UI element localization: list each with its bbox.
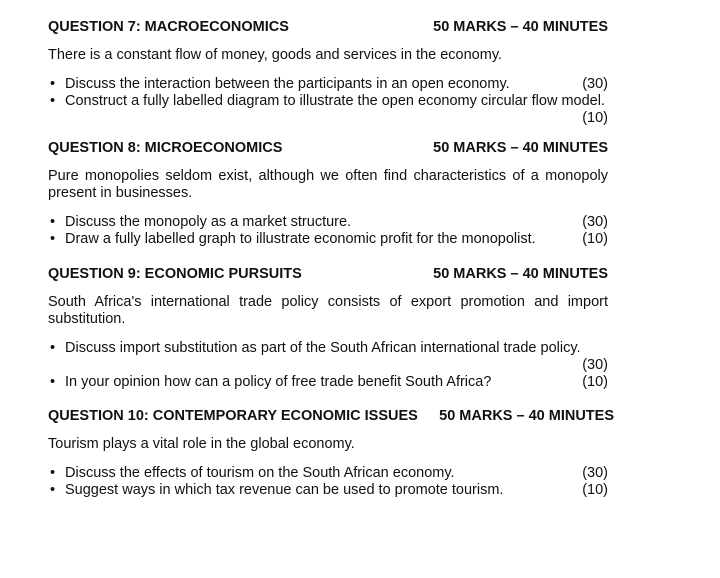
marks-time: 50 MARKS – 40 MINUTES — [433, 266, 608, 282]
marks-time: 50 MARKS – 40 MINUTES — [439, 408, 614, 424]
task-text: Discuss the interaction between the participants in an open economy. — [65, 76, 510, 92]
task-item — [48, 374, 608, 391]
bullet-icon: • — [50, 482, 56, 498]
marks-time: 50 MARKS – 40 MINUTES — [433, 140, 608, 156]
question-intro: South Africa's international trade policy consists of export promotion and import substitution. — [48, 294, 608, 327]
question-7 — [48, 18, 608, 127]
task-text: Draw a fully labelled graph to illustrate economic profit for the monopolist. — [65, 231, 536, 247]
task-item — [48, 214, 608, 231]
bullet-icon: • — [50, 214, 56, 230]
question-header — [48, 139, 608, 157]
bullet-icon: • — [50, 231, 56, 247]
bullet-icon: • — [50, 76, 56, 92]
bullet-icon: • — [50, 465, 56, 481]
task-list — [48, 465, 608, 499]
bullet-icon: • — [50, 93, 56, 109]
question-intro: Tourism plays a vital role in the global economy. — [48, 436, 355, 452]
task-text: Discuss the monopoly as a market structure. — [65, 214, 352, 230]
task-text: Discuss import substitution as part of the South African international trade policy. — [65, 340, 581, 356]
task-mark: (30) — [582, 214, 608, 230]
question-10 — [48, 407, 614, 499]
task-mark: (10) — [582, 374, 608, 390]
question-header — [48, 265, 608, 283]
exam-page — [48, 18, 614, 499]
task-item — [48, 93, 608, 127]
task-item — [48, 465, 608, 482]
question-title: QUESTION 8: MICROECONOMICS — [48, 140, 283, 156]
task-list — [48, 76, 608, 127]
task-mark: (10) — [582, 482, 608, 498]
task-mark: (30) — [582, 76, 608, 92]
task-text: Discuss the effects of tourism on the South African economy. — [65, 465, 455, 481]
question-8 — [48, 139, 608, 248]
task-mark: (10) — [582, 110, 608, 126]
bullet-icon: • — [50, 340, 56, 356]
task-mark: (10) — [582, 231, 608, 247]
task-list — [48, 214, 608, 248]
task-text: In your opinion how can a policy of free trade benefit South Africa? — [65, 374, 492, 390]
marks-time: 50 MARKS – 40 MINUTES — [433, 19, 608, 35]
question-header — [48, 18, 608, 36]
task-text: Suggest ways in which tax revenue can be used to promote tourism. — [65, 482, 504, 498]
question-intro: There is a constant flow of money, goods and services in the economy. — [48, 47, 503, 63]
question-intro: Pure monopolies seldom exist, although we often find characteristics of a monopoly present in businesses. — [48, 168, 608, 201]
task-item — [48, 482, 608, 499]
task-text: Construct a fully labelled diagram to illustrate the open economy circular flow model. — [65, 93, 605, 109]
question-header — [48, 407, 614, 425]
question-title: QUESTION 9: ECONOMIC PURSUITS — [48, 266, 302, 282]
question-title: QUESTION 7: MACROECONOMICS — [48, 19, 289, 35]
question-title: QUESTION 10: CONTEMPORARY ECONOMIC ISSUES — [48, 408, 418, 424]
task-item — [48, 340, 608, 374]
question-9 — [48, 265, 608, 391]
bullet-icon: • — [50, 374, 56, 390]
task-list — [48, 340, 608, 391]
task-mark: (30) — [582, 465, 608, 481]
task-mark: (30) — [582, 357, 608, 373]
task-item — [48, 76, 608, 93]
task-item — [48, 231, 608, 248]
